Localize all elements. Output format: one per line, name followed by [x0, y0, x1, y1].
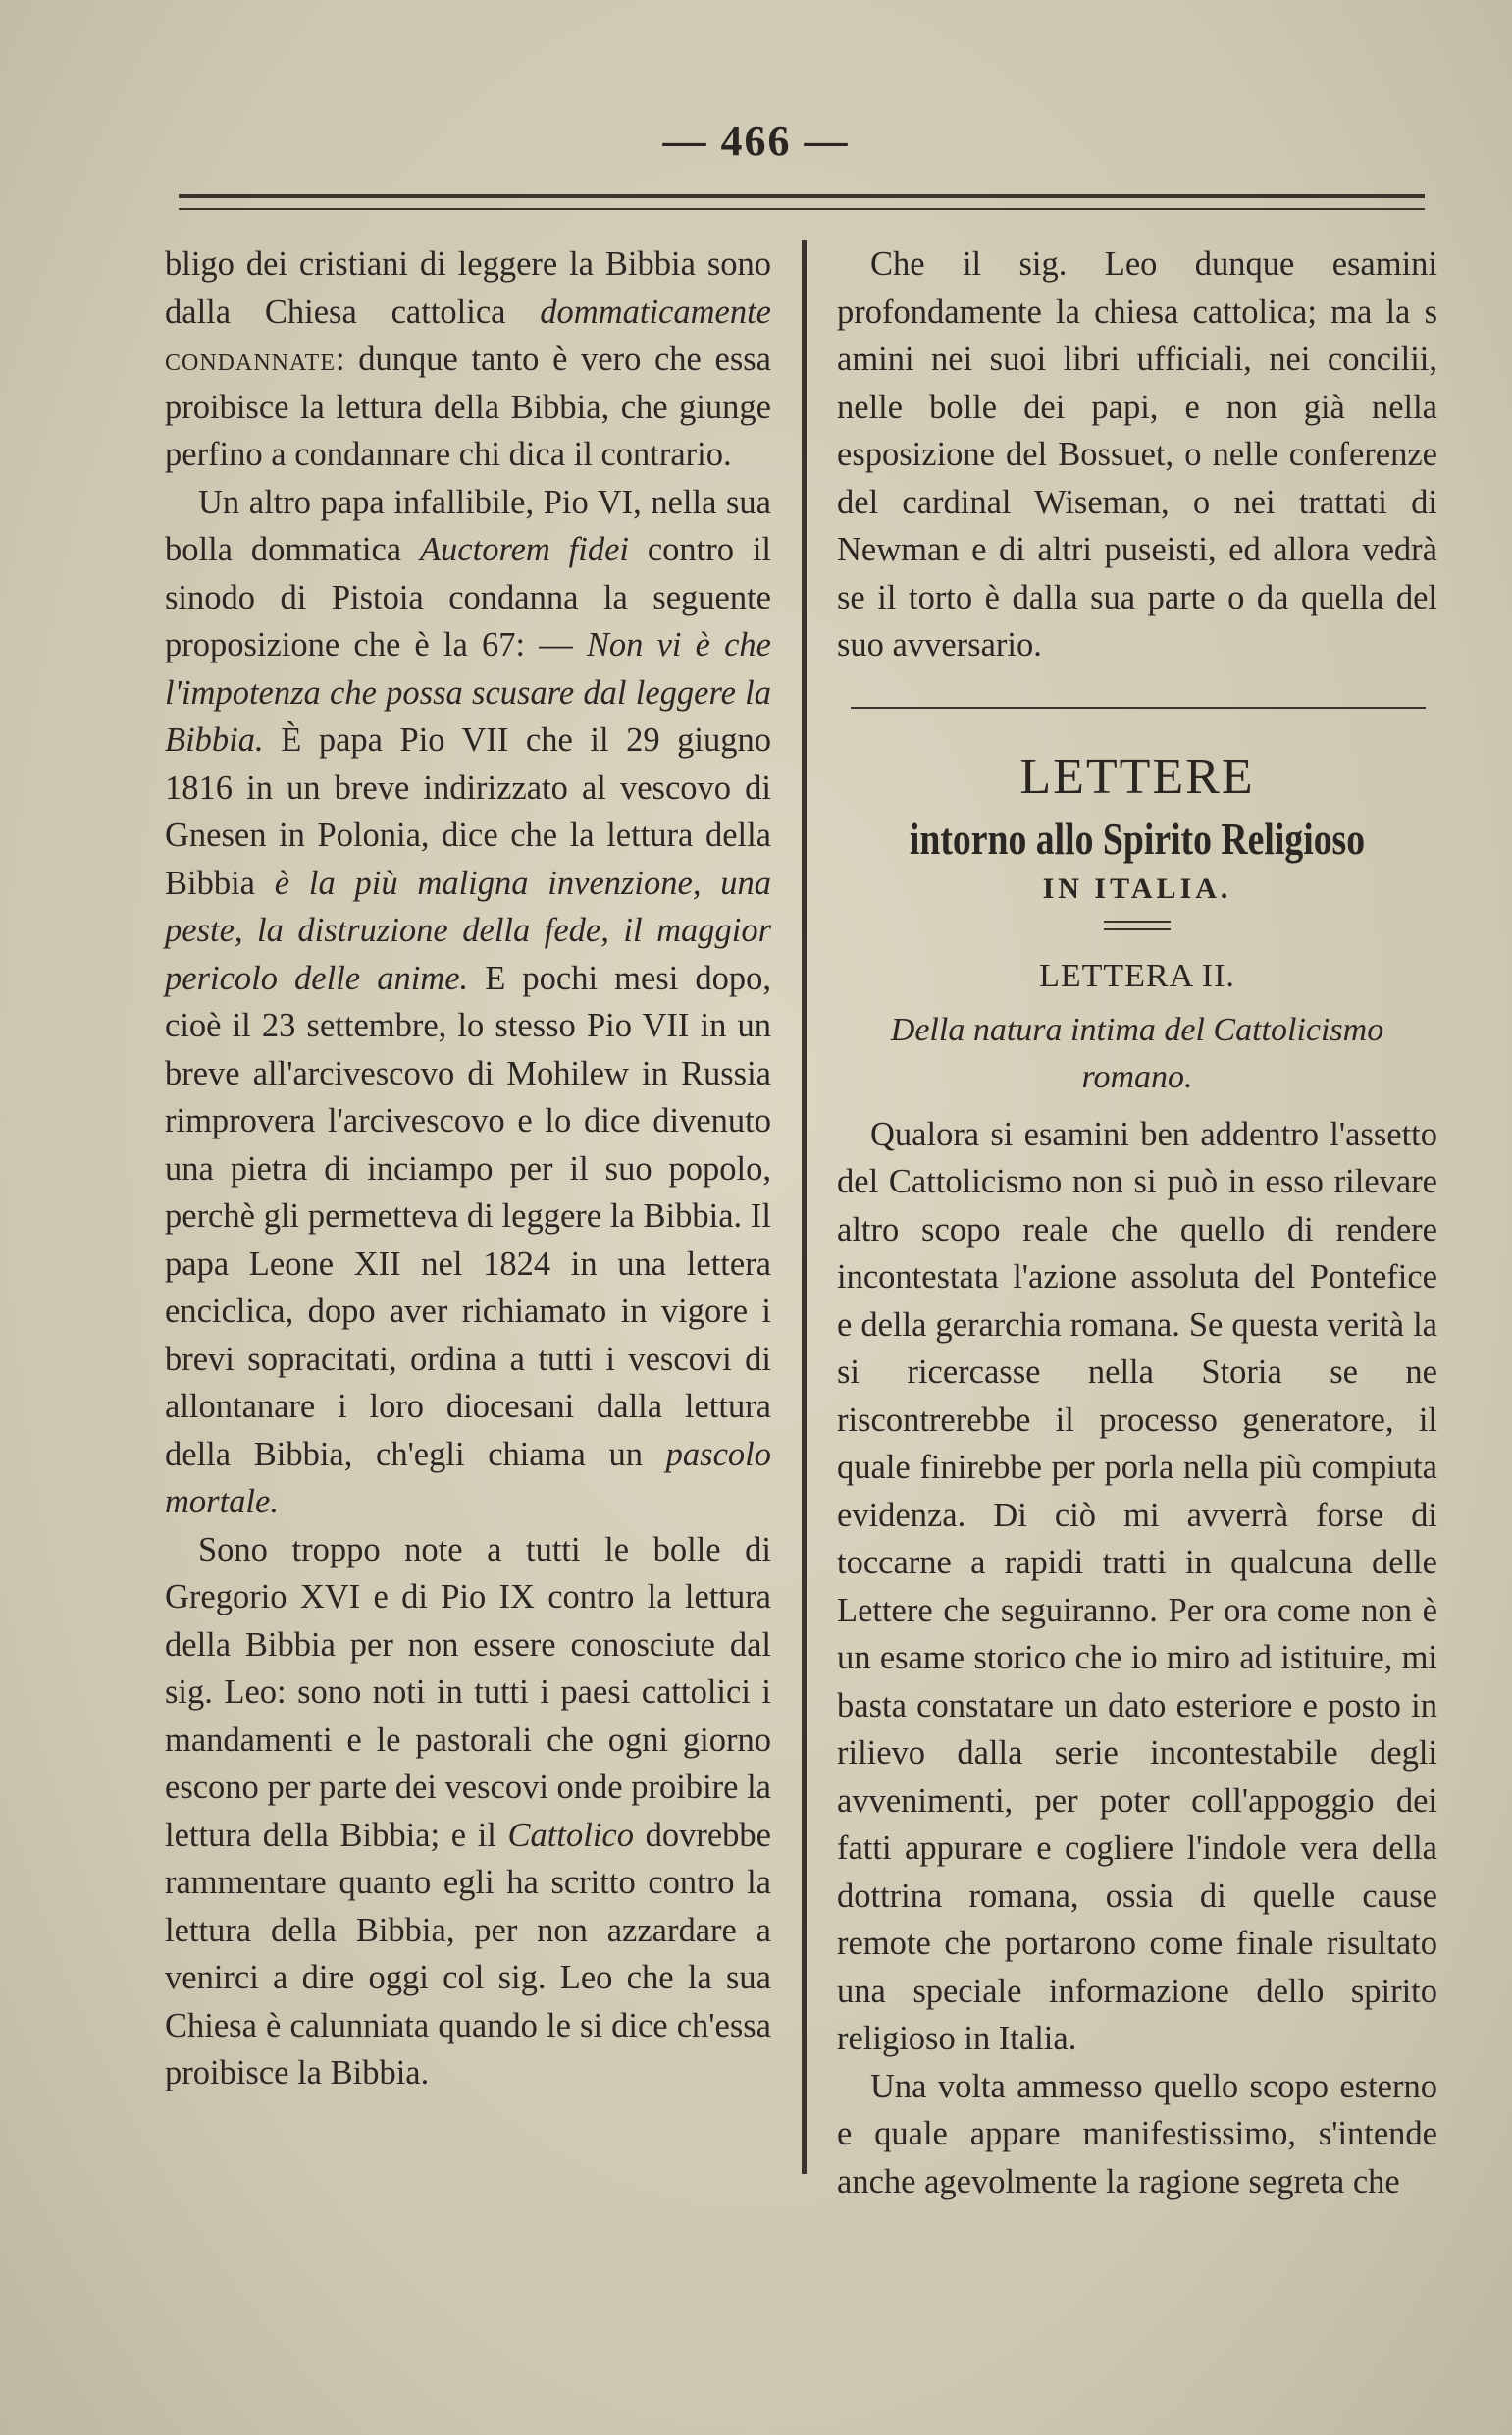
small-double-rule [1104, 921, 1171, 930]
right-column [837, 240, 1437, 2205]
page-number: — 466 — [662, 117, 850, 165]
section-subheading-country: IN ITALIA. [1042, 872, 1232, 905]
letter-subtitle: Della natura intima del Cattolicismo romano. [890, 1011, 1384, 1095]
text-run: : dunque tanto è vero che essa proibisce la lettura della Bibbia, che giunge perfino a condannare chi dica il contrario. [165, 341, 771, 473]
text-run: E pochi mesi dopo, cioè il 23 settembre, lo stesso Pio VII in un breve all'arcivescovo di Mohilew in Russia rimprovera l'arcivescovo e lo dice divenuto una pietra di inciampo per il suo popolo, perchè gli permetteva di leggere la Bibbia. Il papa Leone XII nel 1824 in una lettera enciclica, dopo aver richiamato in vigore i brevi sopracitati, ordina a tutti i vescovi di allontanare i loro diocesani dalla lettura della Bibbia, ch'egli chiama un [165, 959, 771, 1473]
left-paragraph-1 [165, 240, 771, 479]
text-run: È papa Pio VII che il 29 giugno 1816 in un breve indirizzato al vescovo di Gnesen in Polonia, dice che la lettura della Bibbia [165, 721, 771, 902]
text-run: Un altro papa infallibile, Pio VI, nella sua bolla dommatica [165, 483, 771, 568]
text-run: Sono troppo note a tutti le bolle di Gregorio XVI e di Pio IX contro la lettura della Bibbia per non essere conosciute dal sig. Leo: sono noti in tutti i paesi cattolici i mandamenti e le pastorali che ogni giorno escono per parte dei vescovi onde proibire la lettura della Bibbia; e il [165, 1530, 771, 1854]
text-run: dovrebbe rammentare quanto egli ha scritto contro la lettura della Bibbia, per non azzardare a venirci a dire oggi col sig. Leo che la sua Chiesa è calunniata quando le si dice ch'essa proibisce la Bibbia. [165, 1816, 771, 2091]
text-run: contro il sinodo di Pistoia condanna la seguente proposizione che è la 67: — [165, 531, 771, 663]
left-column [165, 240, 771, 2097]
italic-run: Non vi è che l'impotenza che possa scusare dal leggere la Bibbia. [165, 626, 771, 759]
smallcaps-run: condannate [165, 341, 336, 378]
section-heading: LETTERE [1019, 748, 1255, 805]
italic-run: pascolo mortale. [165, 1435, 771, 1520]
text-run: bligo dei cristiani di leggere la Bibbia sono dalla Chiesa cattolica [165, 245, 771, 331]
italic-run: dommaticamente [540, 292, 771, 331]
top-double-rule [179, 194, 1425, 210]
right-paragraph-3: Una volta ammesso quello scopo esterno e quale appare manifestissimo, s'intende anche agevolmente la ragione segreta che [837, 2067, 1437, 2200]
left-paragraph-3 [165, 1526, 771, 2097]
letter-title: LETTERA II. [1039, 957, 1235, 994]
column-divider [802, 240, 807, 2174]
section-subheading: intorno allo Spirito Religioso [909, 813, 1366, 864]
left-paragraph-2 [165, 479, 771, 1526]
italic-run: Cattolico [507, 1816, 634, 1854]
right-paragraph-1: Che il sig. Leo dunque esamini profondamente la chiesa cattolica; ma la s amini nei suoi libri ufficiali, nei concilii, nelle bolle dei papi, e non già nella esposizione del Bossuet, o nelle conferenze del cardinal Wiseman, o nei trattati di Newman e di altri puseisti, ed allora vedrà se il torto è dalla sua parte o da quella del suo avversario. [837, 245, 1437, 663]
right-paragraph-2: Qualora si esamini ben addentro l'assetto del Cattolicismo non si può in esso rilevare altro scopo reale che quello di rendere incontestata l'azione assoluta del Pontefice e della gerarchia romana. Se questa verità la si ricercasse nella Storia se ne riscontrerebbe il processo generatore, il quale finirebbe per porla nella più compiuta evidenza. Di ciò mi avverrà forse di toccarne a rapidi tratti in qualcuna delle Lettere che seguiranno. Per ora come non è un esame storico che io miro ad istituire, mi basta constatare un dato esteriore e posto in rilievo dalla serie incontestabile degli avvenimenti, per poter coll'appoggio dei fatti appurare e cogliere l'indole vera della dottrina romana, ossia di quelle cause remote che portarono come finale risultato una speciale informazione dello spirito religioso in Italia. [837, 1115, 1437, 2057]
italic-run: è la più maligna invenzione, una peste, la distruzione della fede, il maggior pericolo delle anime. [165, 864, 771, 997]
italic-run: Auctorem fidei [419, 531, 629, 568]
section-rule [851, 707, 1426, 709]
